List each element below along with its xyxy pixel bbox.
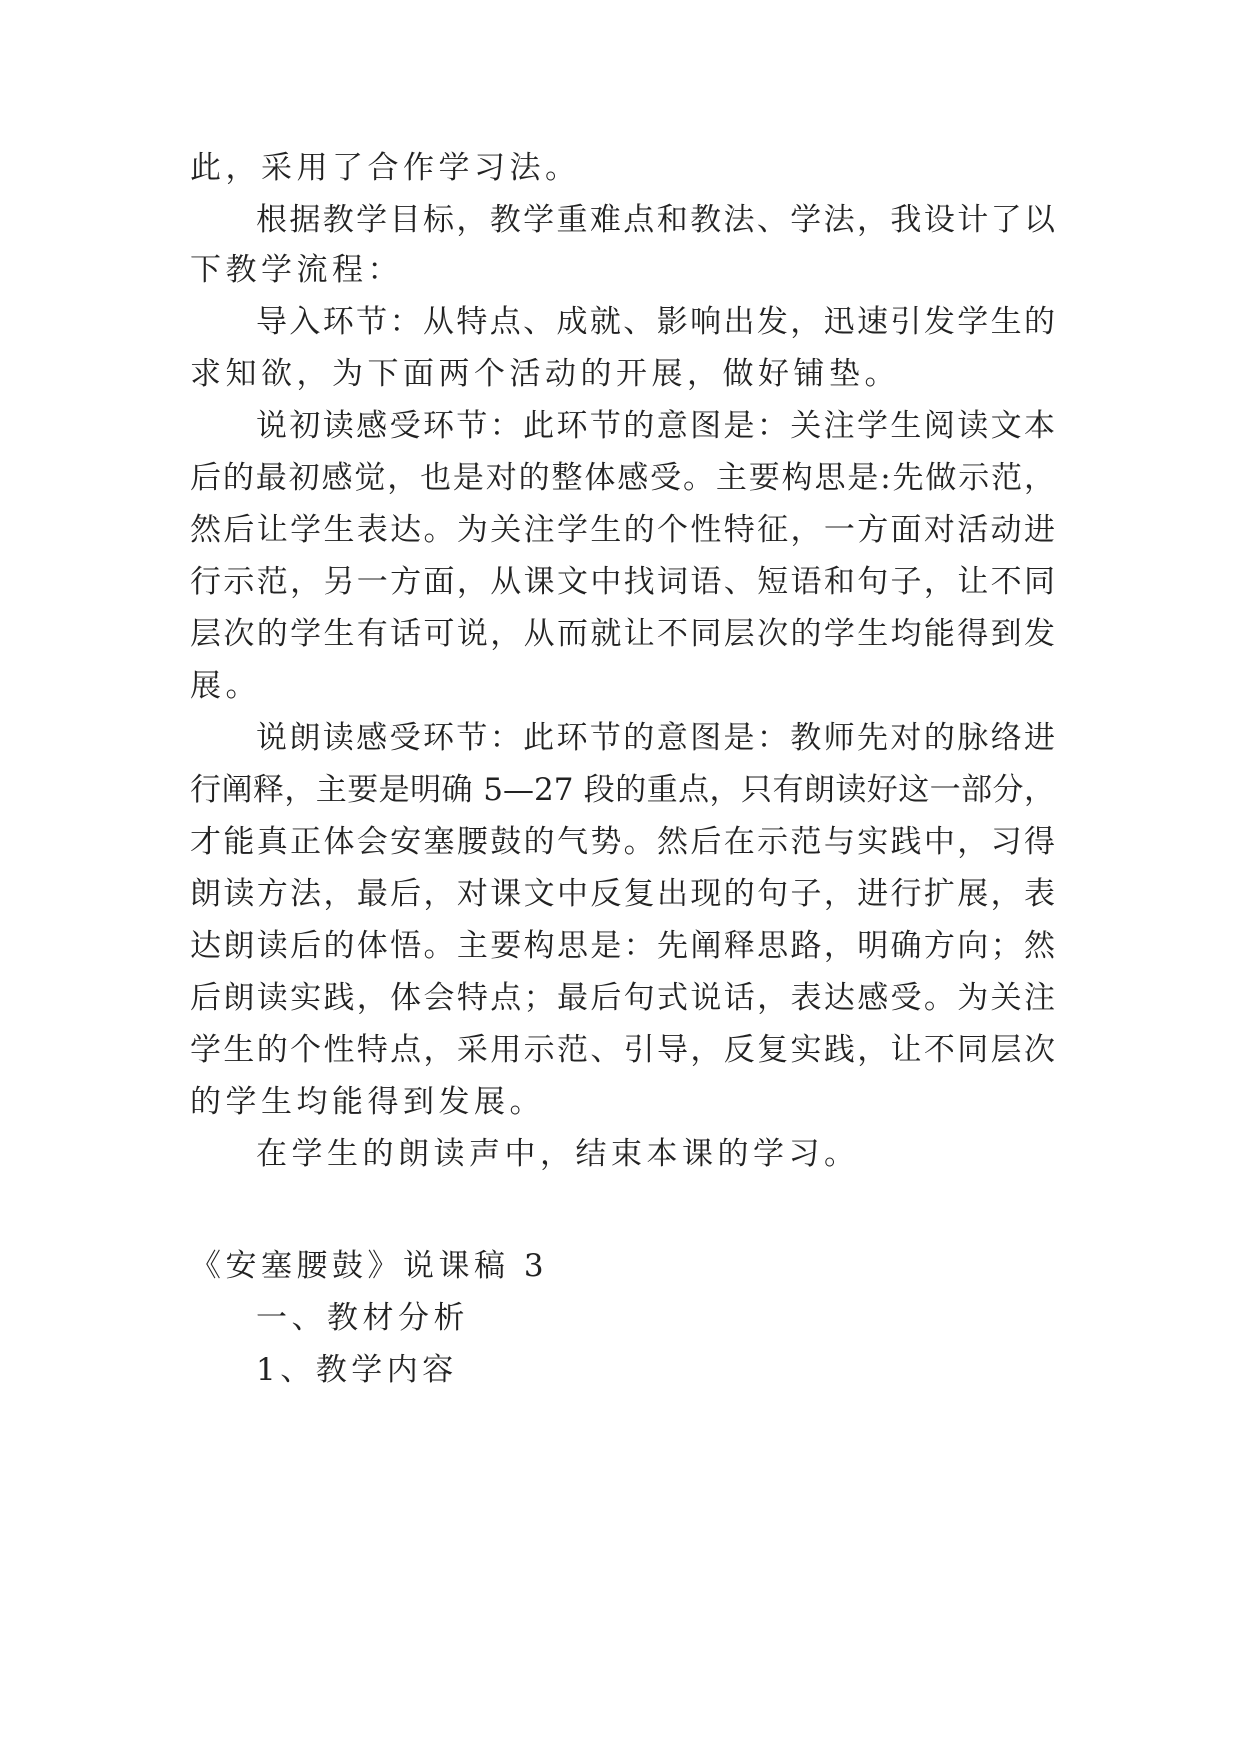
text-line: 根据教学目标，教学重难点和教法、学法，我设计了以 <box>256 202 1055 238</box>
text-line: 后的最初感觉，也是对的整体感受。主要构思是:先做示范， <box>190 460 1055 496</box>
text-line: 行阐释，主要是明确 5—27 段的重点，只有朗读好这一部分， <box>190 772 1055 808</box>
text-line: 学生的个性特点，采用示范、引导，反复实践，让不同层次 <box>190 1032 1055 1068</box>
text-line: 求知欲，为下面两个活动的开展，做好铺垫。 <box>190 356 900 392</box>
section-heading: 一、教材分析 <box>256 1300 469 1336</box>
text-line: 后朗读实践，体会特点；最后句式说话，表达感受。为关注 <box>190 980 1055 1016</box>
text-line: 行示范，另一方面，从课文中找词语、短语和句子，让不同 <box>190 564 1055 600</box>
text-line: 层次的学生有话可说，从而就让不同层次的学生均能得到发 <box>190 616 1055 652</box>
text-line: 朗读方法，最后，对课文中反复出现的句子，进行扩展，表 <box>190 876 1055 912</box>
text-line: 达朗读后的体悟。主要构思是：先阐释思路，明确方向；然 <box>190 928 1055 964</box>
text-line: 展。 <box>190 668 261 704</box>
text-line: 说朗读感受环节：此环节的意图是：教师先对的脉络进 <box>256 720 1055 756</box>
section-title: 《安塞腰鼓》说课稿 3 <box>190 1248 549 1284</box>
text-line: 的学生均能得到发展。 <box>190 1084 545 1120</box>
text-line: 才能真正体会安塞腰鼓的气势。然后在示范与实践中，习得 <box>190 824 1055 860</box>
text-line: 导入环节：从特点、成就、影响出发，迅速引发学生的 <box>256 304 1055 340</box>
text-line: 在学生的朗读声中，结束本课的学习。 <box>256 1136 860 1172</box>
text-line: 此，采用了合作学习法。 <box>190 150 581 186</box>
subsection-heading: 1、教学内容 <box>256 1352 458 1388</box>
text-line: 然后让学生表达。为关注学生的个性特征，一方面对活动进 <box>190 512 1055 548</box>
text-line: 说初读感受环节：此环节的意图是：关注学生阅读文本 <box>256 408 1055 444</box>
text-line: 下教学流程： <box>190 252 403 288</box>
